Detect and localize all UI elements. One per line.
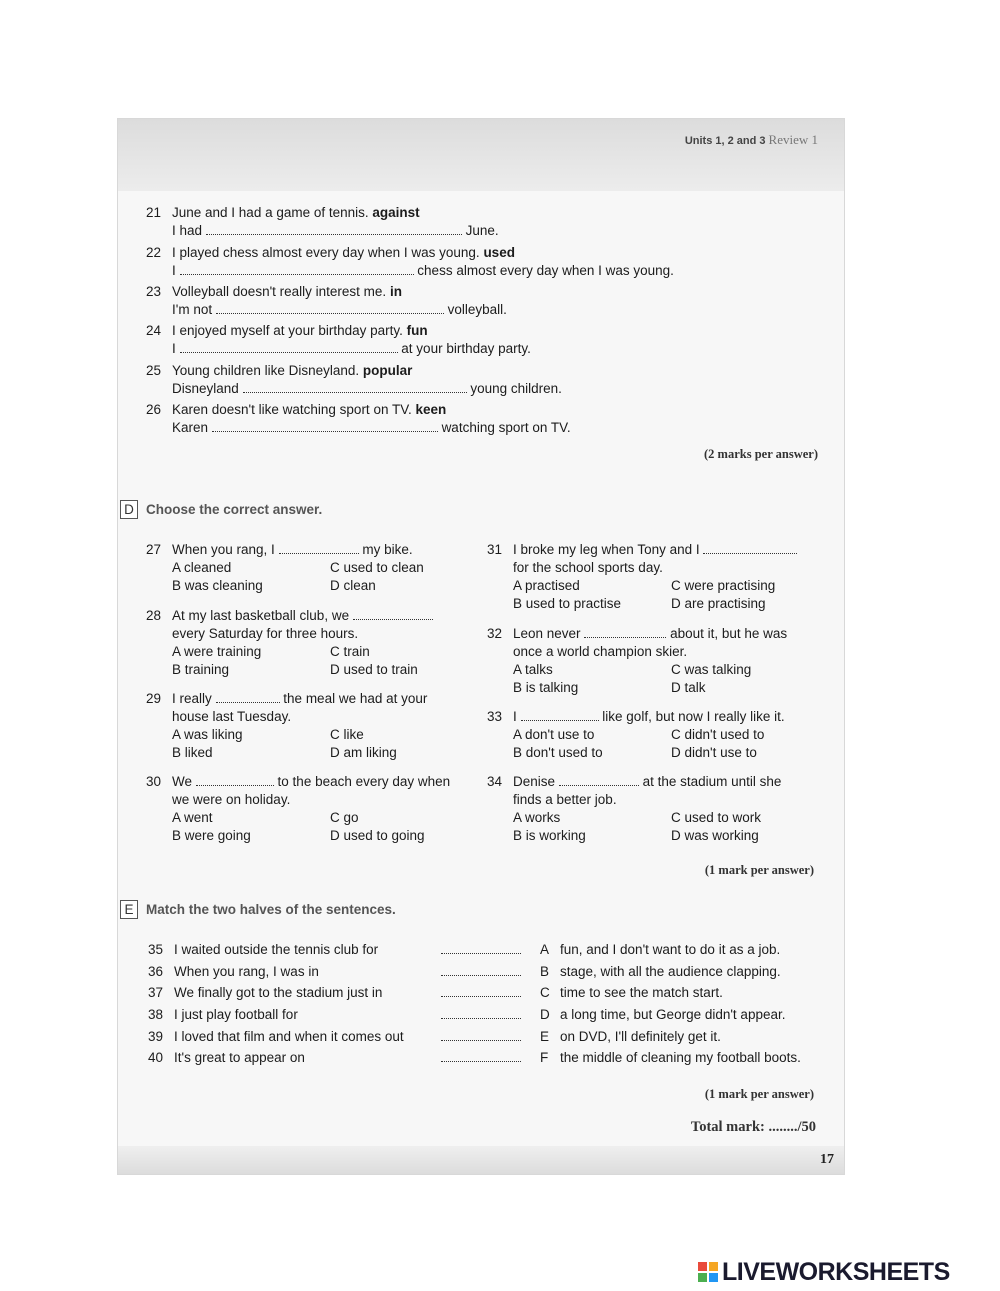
answer-blank-33[interactable] (521, 708, 599, 721)
option-b[interactable]: B liked (172, 745, 213, 760)
option-a[interactable]: A were training (172, 644, 262, 659)
option-c[interactable]: C go (330, 810, 359, 825)
answer-line: Karen watching sport on TV. (172, 420, 571, 435)
keyword: fun (406, 323, 428, 338)
section-instruction: Match the two halves of the sentences. (146, 902, 396, 917)
question-prompt: I enjoyed myself at your birthday party. fun (172, 323, 428, 338)
question-number: 26 (146, 402, 162, 417)
question-line-2: for the school sports day. (513, 560, 663, 575)
section-instruction: Choose the correct answer. (146, 502, 323, 517)
running-header (685, 132, 818, 148)
brand-name: LIVEWORKSHEETS (722, 1257, 950, 1286)
option-b[interactable]: B were going (172, 828, 251, 843)
section-c-marks: (2 marks per answer) (704, 447, 818, 461)
option-b[interactable]: B training (172, 662, 230, 677)
answer-line: I chess almost every day when I was young. (172, 263, 674, 278)
option-c[interactable]: C used to work (671, 810, 762, 825)
question-number: 21 (146, 205, 162, 220)
question-line-2: we were on holiday. (172, 792, 291, 807)
answer-blank-40[interactable] (441, 1049, 521, 1062)
option-c[interactable]: C used to clean (330, 560, 424, 575)
option-c[interactable]: C didn't used to (671, 727, 765, 742)
question-number: 22 (146, 245, 162, 260)
question-number: 24 (146, 323, 162, 338)
answer-blank-32[interactable] (584, 625, 666, 638)
option-b[interactable]: B used to practise (513, 596, 622, 611)
option-a[interactable]: A talks (513, 662, 553, 677)
option-a[interactable]: A works (513, 810, 561, 825)
section-d-marks: (1 mark per answer) (704, 863, 814, 877)
question-prompt: Young children like Disneyland. popular (172, 363, 413, 378)
option-c[interactable]: C train (330, 644, 370, 659)
question-prompt: June and I had a game of tennis. against (172, 205, 420, 220)
option-d[interactable]: D was working (671, 828, 759, 843)
question-prompt: Volleyball doesn't really interest me. in (172, 284, 402, 299)
question-line-2: finds a better job. (513, 792, 617, 807)
option-a[interactable]: A cleaned (172, 560, 232, 575)
option-c[interactable]: C was talking (671, 662, 752, 677)
review-label: Review 1 (768, 132, 818, 147)
page-number: 17 (820, 1152, 834, 1167)
option-b[interactable]: B is working (513, 828, 586, 843)
answer-blank-23[interactable] (216, 301, 444, 314)
option-d[interactable]: D didn't use to (671, 745, 757, 760)
answer-blank-28[interactable] (353, 607, 433, 620)
answer-blank-38[interactable] (441, 1006, 521, 1019)
section-e-marks: (1 mark per answer) (704, 1087, 814, 1101)
option-d[interactable]: D clean (330, 578, 376, 593)
answer-blank-21[interactable] (206, 222, 462, 235)
option-a[interactable]: A don't use to (513, 727, 595, 742)
answer-blank-30[interactable] (196, 773, 274, 786)
liveworksheets-logo-icon (697, 1261, 719, 1283)
answer-blank-31[interactable] (703, 541, 797, 554)
question-number: 25 (146, 363, 162, 378)
answer-blank-29[interactable] (216, 690, 280, 703)
section-letter-box: E (120, 900, 138, 919)
answer-line: I at your birthday party. (172, 341, 531, 356)
option-a[interactable]: A was liking (172, 727, 243, 742)
section-d-heading (120, 500, 322, 519)
question-prompt: I played chess almost every day when I was young. used (172, 245, 515, 260)
option-d[interactable]: D used to train (330, 662, 418, 677)
answer-blank-26[interactable] (212, 419, 438, 432)
section-e-heading (120, 900, 396, 919)
answer-blank-35[interactable] (441, 941, 521, 954)
answer-blank-24[interactable] (180, 340, 398, 353)
option-c[interactable]: C like (330, 727, 364, 742)
answer-blank-25[interactable] (243, 380, 467, 393)
keyword: in (389, 284, 402, 299)
section-letter-box: D (120, 500, 138, 519)
question-number: 23 (146, 284, 162, 299)
option-b[interactable]: B is talking (513, 680, 579, 695)
question-line-2: once a world champion skier. (513, 644, 688, 659)
footer-band (118, 1146, 844, 1174)
option-d[interactable]: D talk (671, 680, 706, 695)
option-d[interactable]: D are practising (671, 596, 766, 611)
option-a[interactable]: A practised (513, 578, 580, 593)
question-prompt: Karen doesn't like watching sport on TV. keen (172, 402, 447, 417)
option-c[interactable]: C were practising (671, 578, 776, 593)
answer-line: Disneyland young children. (172, 381, 562, 396)
option-b[interactable]: B was cleaning (172, 578, 263, 593)
total-mark: Total mark: ......../50 (690, 1119, 816, 1135)
question-line-2: every Saturday for three hours. (172, 626, 359, 641)
answer-line: I had June. (172, 223, 499, 238)
answer-blank-34[interactable] (559, 773, 639, 786)
answer-blank-37[interactable] (441, 984, 521, 997)
answer-blank-22[interactable] (180, 262, 414, 275)
option-d[interactable]: D used to going (330, 828, 425, 843)
option-a[interactable]: A went (172, 810, 213, 825)
option-b[interactable]: B don't used to (513, 745, 603, 760)
units-label: Units 1, 2 and 3 (684, 135, 766, 147)
question-line-2: house last Tuesday. (172, 709, 292, 724)
keyword: used (483, 245, 515, 260)
answer-blank-27[interactable] (279, 541, 359, 554)
option-d[interactable]: D am liking (330, 745, 397, 760)
liveworksheets-brand (697, 1257, 950, 1287)
keyword: against (372, 205, 420, 220)
answer-line: I'm not volleyball. (172, 302, 507, 317)
answer-blank-36[interactable] (441, 963, 521, 976)
answer-blank-39[interactable] (441, 1028, 521, 1041)
keyword: popular (362, 363, 413, 378)
worksheet-page: Units 1, 2 and 3 Review 1 21 June and I had a game of tennis. against I had June. 22 I played chess almost every day when I was young. used I chess almost every day when I was young. 23 Volleyball doesn't really interest me. in I'm not volleyball. 24 I enjoyed myself at your birthday party. fun I at your birthday party. 25 Young children like Disneyland. popular Disneyland young children. 26 Karen doesn't like watching sport on TV. keen Karen watching sport on TV. (2 marks per answer) D Choose the correct answer. 27 When you rang, I my bike. A cleaned C used to clean B was cleaning D clean 28 At my last basketball club, we every Saturday for three hours. A were training C train B training D used to train 29 I really the meal we had at your house last Tuesday. A was liking C like B liked D am liking 30 We to the beach every day when we were on holiday. A went C go B were going D used to going 31 I broke my leg when Tony and I for the school sports day. A practised C were practising B used to practise D are practising 32 Leon never about it, but he was once a world champion skier. A talks C was talking B is talking D talk 33 I like golf, but now I really like it. A don't use to C didn't used to B don't used to D didn't use to 34 Denise at the stadium until she finds a better job. A works C used to work B is working D was working (1 mark per answer) E Match the two halves of the sentences. 35 I waited outside the tennis club for A fun, and I don't want to do it as a job. 36 When you rang, I was in B stage, with all the audience clapping. 37 We finally got to the stadium just in C time to see the match start. 38 I just play football for D a long time, but George didn't appear. 39 I loved that film and when it comes out E on DVD, I'll definitely get it. 40 It's great to appear on F the middle of cleaning my football boots. (1 mark per answer) Total mark: ......../50 17 (117, 118, 845, 1175)
keyword: keen (415, 402, 447, 417)
header-band (118, 119, 844, 191)
